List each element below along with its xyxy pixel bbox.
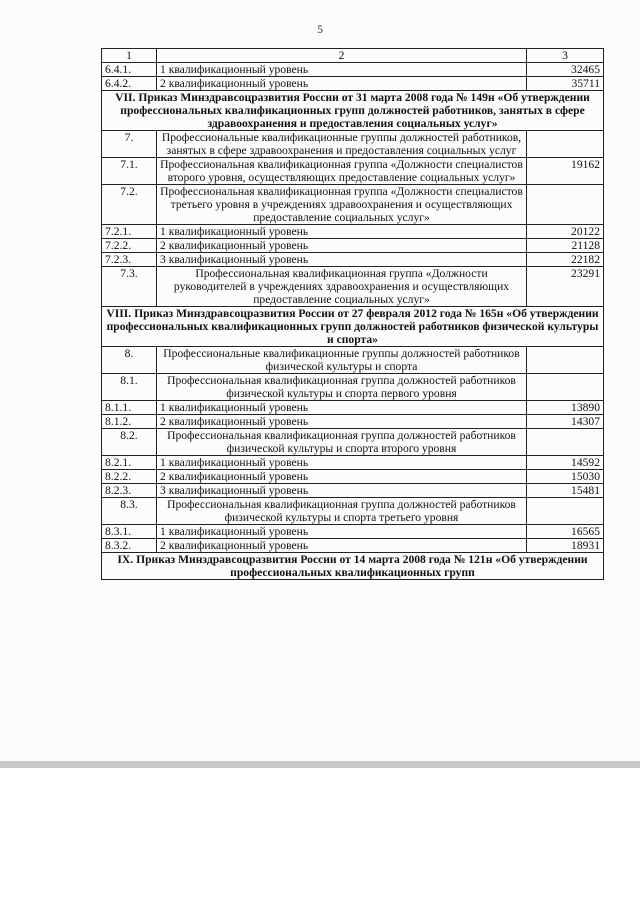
row-number: 7.3.: [102, 267, 157, 307]
level-name: 1 квалификационный уровень: [157, 401, 527, 415]
salary-value: [527, 498, 604, 525]
level-name: 1 квалификационный уровень: [157, 525, 527, 539]
table-row: [102, 539, 604, 553]
group-row: [102, 158, 604, 185]
group-title: Профессиональная квалификационная группа «Должности специалистов третьего уровня в учреждениях здравоохранения и осуществляющих предоставление социальных услуг»: [157, 185, 527, 225]
salary-value: 23291: [527, 267, 604, 307]
level-name: 2 квалификационный уровень: [157, 77, 527, 91]
header-cell-value: 3: [527, 49, 604, 63]
group-row: [102, 131, 604, 158]
row-number: 8.2.1.: [102, 456, 157, 470]
salary-value: 32465: [527, 63, 604, 77]
row-number: 8.2.3.: [102, 484, 157, 498]
level-name: 3 квалификационный уровень: [157, 484, 527, 498]
row-number: 6.4.2.: [102, 77, 157, 91]
table-body: [102, 49, 604, 580]
salary-value: [527, 347, 604, 374]
salary-value: 21128: [527, 239, 604, 253]
level-name: 1 квалификационный уровень: [157, 63, 527, 77]
row-number: 8.2.2.: [102, 470, 157, 484]
level-name: 2 квалификационный уровень: [157, 539, 527, 553]
row-number: 8.1.1.: [102, 401, 157, 415]
level-name: 2 квалификационный уровень: [157, 415, 527, 429]
row-number: 8.3.1.: [102, 525, 157, 539]
group-title: Профессиональная квалификационная группа должностей работников физической культуры и спорта третьего уровня: [157, 498, 527, 525]
table-row: [102, 470, 604, 484]
table-row: [102, 63, 604, 77]
salary-value: 35711: [527, 77, 604, 91]
group-title: Профессиональная квалификационная группа «Должности руководителей в учреждениях здравоохранения и осуществляющих предоставление социальных услуг»: [157, 267, 527, 307]
salary-value: 15481: [527, 484, 604, 498]
header-cell-name: 2: [157, 49, 527, 63]
table-row: [102, 239, 604, 253]
row-number: 6.4.1.: [102, 63, 157, 77]
row-number: 7.2.2.: [102, 239, 157, 253]
section-heading-row: [102, 553, 604, 580]
row-number: 8.2.: [102, 429, 157, 456]
table-row: [102, 415, 604, 429]
group-title: Профессиональные квалификационные группы должностей работников физической культуры и спорта: [157, 347, 527, 374]
group-row: [102, 267, 604, 307]
page-number: 5: [317, 22, 323, 36]
group-title: Профессиональные квалификационные группы должностей работников, занятых в сфере здравоохранения и предоставления социальных услуг: [157, 131, 527, 158]
salary-value: 15030: [527, 470, 604, 484]
table-row: [102, 484, 604, 498]
row-number: 8.1.: [102, 374, 157, 401]
group-title: Профессиональная квалификационная группа должностей работников физической культуры и спорта первого уровня: [157, 374, 527, 401]
salary-value: [527, 185, 604, 225]
salary-value: [527, 374, 604, 401]
table-row: [102, 456, 604, 470]
group-row: [102, 429, 604, 456]
section-heading-row: [102, 91, 604, 131]
group-row: [102, 374, 604, 401]
section-heading: VII. Приказ Минздравсоцразвития России от 31 марта 2008 года № 149н «Об утверждении профессиональных квалификационных групп должностей работников, занятых в сфере здравоохранения и предоставления социальных услуг»: [102, 91, 604, 131]
salary-value: 18931: [527, 539, 604, 553]
row-number: 8.: [102, 347, 157, 374]
row-number: 8.3.: [102, 498, 157, 525]
salary-value: 22182: [527, 253, 604, 267]
group-row: [102, 185, 604, 225]
table-row: [102, 525, 604, 539]
level-name: 1 квалификационный уровень: [157, 456, 527, 470]
table-row: [102, 77, 604, 91]
level-name: 2 квалификационный уровень: [157, 239, 527, 253]
row-number: 7.2.: [102, 185, 157, 225]
row-number: 7.2.3.: [102, 253, 157, 267]
salary-value: 14307: [527, 415, 604, 429]
salary-value: 14592: [527, 456, 604, 470]
table-header-row: [102, 49, 604, 63]
level-name: 1 квалификационный уровень: [157, 225, 527, 239]
header-cell-number: 1: [102, 49, 157, 63]
salary-value: [527, 131, 604, 158]
table-row: [102, 401, 604, 415]
salary-value: 16565: [527, 525, 604, 539]
group-title: Профессиональная квалификационная группа должностей работников физической культуры и спорта второго уровня: [157, 429, 527, 456]
section-heading: IX. Приказ Минздравсоцразвития России от 14 марта 2008 года № 121н «Об утверждении профессиональных квалификационных групп: [102, 553, 604, 580]
salary-value: 19162: [527, 158, 604, 185]
salary-value: [527, 429, 604, 456]
table-row: [102, 225, 604, 239]
group-row: [102, 347, 604, 374]
row-number: 7.1.: [102, 158, 157, 185]
row-number: 7.: [102, 131, 157, 158]
salary-value: 20122: [527, 225, 604, 239]
salary-value: 13890: [527, 401, 604, 415]
row-number: 8.3.2.: [102, 539, 157, 553]
level-name: 2 квалификационный уровень: [157, 470, 527, 484]
section-heading: VIII. Приказ Минздравсоцразвития России от 27 февраля 2012 года № 165н «Об утверждении профессиональных квалификационных групп должностей работников физической культуры и спорта»: [102, 307, 604, 347]
section-heading-row: [102, 307, 604, 347]
table-row: [102, 253, 604, 267]
group-title: Профессиональная квалификационная группа «Должности специалистов второго уровня, осуществляющих предоставление социальных услуг»: [157, 158, 527, 185]
row-number: 7.2.1.: [102, 225, 157, 239]
level-name: 3 квалификационный уровень: [157, 253, 527, 267]
salary-table: [101, 48, 604, 580]
row-number: 8.1.2.: [102, 415, 157, 429]
group-row: [102, 498, 604, 525]
